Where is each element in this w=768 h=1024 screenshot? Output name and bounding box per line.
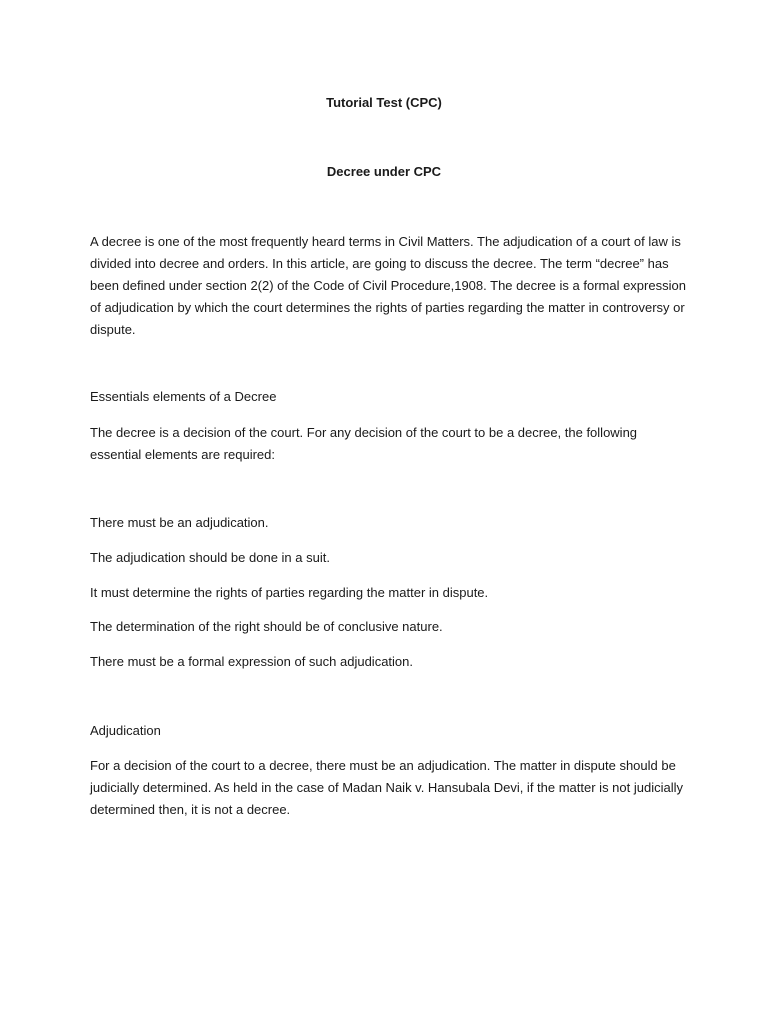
essentials-intro-paragraph: The decree is a decision of the court. For any decision of the court to be a decree, the following essential elements are required: xyxy=(90,425,638,462)
list-item: It must determine the rights of parties regarding the matter in dispute. xyxy=(90,585,489,600)
document-title: Tutorial Test (CPC) xyxy=(326,95,442,110)
essentials-heading: Essentials elements of a Decree xyxy=(90,389,277,404)
adjudication-paragraph: For a decision of the court to a decree, there must be an adjudication. The matter in dispute should be judicially determined. As held in the case of Madan Naik v. Hansubala Devi, if the matter is not judicially determined then, it is not a decree. xyxy=(90,758,683,817)
document-subtitle: Decree under CPC xyxy=(326,164,442,179)
adjudication-heading: Adjudication xyxy=(90,723,161,738)
list-item: The determination of the right should be of conclusive nature. xyxy=(90,619,443,634)
intro-paragraph: A decree is one of the most frequently heard terms in Civil Matters. The adjudication of a court of law is divided into decree and orders. In this article, are going to discuss the decree. The term “decree” has been defined under section 2(2) of the Code of Civil Procedure,1908. The decree is a formal expression of adjudication by which the court determines the rights of parties regarding the matter in controversy or dispute. xyxy=(90,234,686,337)
list-item: There must be an adjudication. xyxy=(90,515,269,530)
list-item: There must be a formal expression of such adjudication. xyxy=(90,654,414,669)
list-item: The adjudication should be done in a suit. xyxy=(90,550,330,565)
